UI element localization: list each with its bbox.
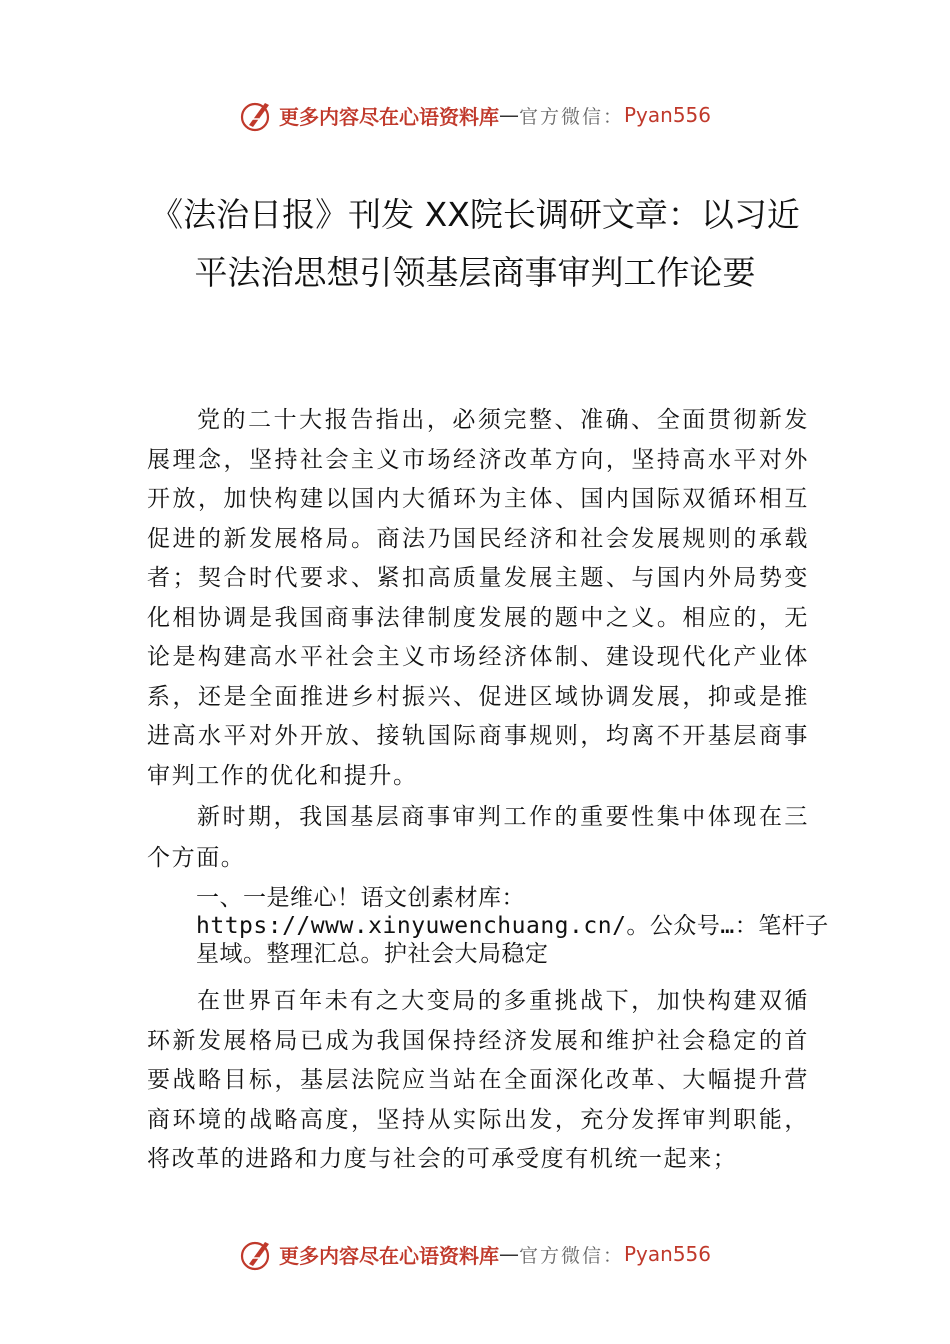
banner-site-name: 更多内容尽在心语资料库 — [278, 104, 499, 129]
document-title: 《法治日报》刊发 XX院长调研文章：以习近平法治思想引领基层商事审判工作论要 — [150, 195, 800, 292]
banner-wechat-label: 官方微信： — [518, 1244, 624, 1267]
banner-wechat-id: Pyan556 — [624, 1242, 712, 1266]
paragraph-three-aspects: 新时期，我国基层商事审判工作的重要性集中体现在三个方面。 — [147, 804, 809, 871]
banner-dash: — — [498, 1242, 519, 1266]
paragraph-section-1: 在世界百年未有之大变局的多重挑战下，加快构建双循环新发展格局已成为我国保持经济发展和维护社会稳定的首要战略目标，基层法院应当站在全面深化改革、大幅提升营商环境的战略高度，坚持从实际出发，充分发挥审判职能，将改革的进路和力度与社会的可承受度有机统一起来； — [147, 988, 809, 1172]
quill-pen-circle-icon — [239, 1236, 275, 1272]
banner-dash: — — [498, 103, 519, 127]
banner-wechat-id: Pyan556 — [624, 103, 712, 127]
banner-wechat-label: 官方微信： — [518, 105, 624, 128]
footer-banner — [0, 1234, 950, 1274]
section-heading-1: 一、一是维心！语文创素材库：https://www.xinyuwenchuang.cn/。公众号…：笔杆子星域。整理汇总。护社会大局稳定 — [196, 885, 829, 967]
paragraph-intro: 党的二十大报告指出，必须完整、准确、全面贯彻新发展理念，坚持社会主义市场经济改革方向，坚持高水平对外开放，加快构建以国内大循环为主体、国内国际双循环相互促进的新发展格局。商法乃国民经济和社会发展规则的承载者；契合时代要求、紧扣高质量发展主题、与国内外局势变化相协调是我国商事法律制度发展的题中之义。相应的，无论是构建高水平社会主义市场经济体制、建设现代化产业体系，还是全面推进乡村振兴、促进区域协调发展，抑或是推进高水平对外开放、接轨国际商事规则，均离不开基层商事审判工作的优化和提升。 — [147, 407, 809, 789]
quill-pen-circle-icon — [239, 97, 275, 133]
banner-site-name: 更多内容尽在心语资料库 — [278, 1243, 499, 1268]
header-banner — [0, 95, 950, 135]
